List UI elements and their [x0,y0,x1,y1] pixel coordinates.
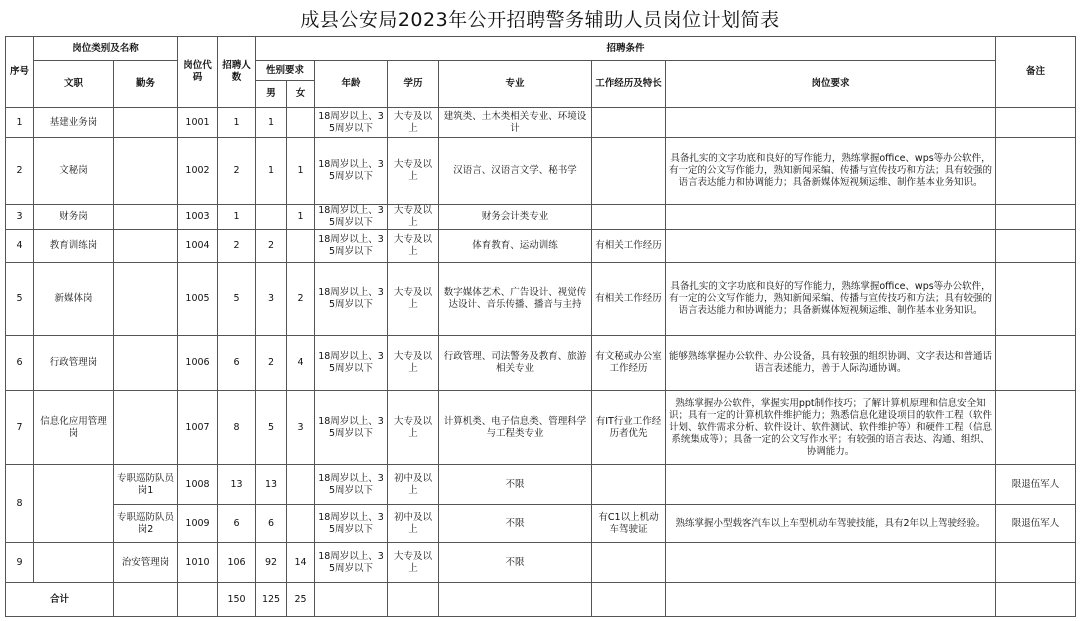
cell-seq: 3 [6,205,34,230]
cell-exp: 有文秘或办公室工作经历 [592,336,666,391]
cell-edu: 大专及以上 [388,263,439,336]
cell-age: 18周岁以上、35周岁以下 [315,205,388,230]
cell-service [114,263,178,336]
cell-code: 1006 [178,336,218,391]
total-empty [388,583,439,617]
cell-civil: 行政管理岗 [34,336,114,391]
cell-male: 2 [256,336,287,391]
cell-female: 4 [287,336,315,391]
cell-major: 行政管理、司法警务及教育、旅游相关专业 [439,336,592,391]
cell-seq: 1 [6,108,34,138]
cell-service [114,205,178,230]
cell-service [114,391,178,465]
cell-edu: 大专及以上 [388,543,439,583]
header-req: 岗位要求 [666,61,996,108]
cell-exp: 有IT行业工作经历者优先 [592,391,666,465]
table-row [6,263,1076,336]
total-row [6,583,1076,617]
header-code: 岗位代码 [178,37,218,108]
cell-req: 具备扎实的文字功底和良好的写作能力，熟练掌握office、wps等办公软件，有一定的公文写作能力，熟知新闻采编、传播与宣传技巧和方法；具有较强的语言表达能力和协调能力；具备新媒体短视频运维、制作基本业务知识。 [666,138,996,205]
total-label: 合计 [6,583,114,617]
cell-age: 18周岁以上、35周岁以下 [315,138,388,205]
cell-code: 1010 [178,543,218,583]
cell-major: 计算机类、电子信息类、管理科学与工程类专业 [439,391,592,465]
header-count: 招聘人数 [218,37,256,108]
total-empty [439,583,592,617]
cell-edu: 大专及以上 [388,336,439,391]
cell-age: 18周岁以上、35周岁以下 [315,505,388,543]
cell-req [666,205,996,230]
cell-major: 财务会计类专业 [439,205,592,230]
cell-exp [592,108,666,138]
cell-req [666,108,996,138]
cell-major: 不限 [439,465,592,505]
cell-code: 1001 [178,108,218,138]
header-exp: 工作经历及特长 [592,61,666,108]
table-row [6,108,1076,138]
cell-seq: 4 [6,230,34,263]
header-male: 男 [256,81,287,108]
cell-male: 3 [256,263,287,336]
total-empty [315,583,388,617]
header-major: 专业 [439,61,592,108]
cell-note [996,108,1076,138]
cell-civil: 新媒体岗 [34,263,114,336]
cell-note [996,205,1076,230]
total-empty [996,583,1076,617]
table-row [6,391,1076,465]
cell-service: 专职巡防队员岗2 [114,505,178,543]
cell-note [996,391,1076,465]
cell-age: 18周岁以上、35周岁以下 [315,465,388,505]
cell-code: 1003 [178,205,218,230]
cell-code: 1002 [178,138,218,205]
cell-male: 1 [256,138,287,205]
page-title: 成县公安局2023年公开招聘警务辅助人员岗位计划简表 [300,9,780,31]
cell-count: 5 [218,263,256,336]
cell-req [666,465,996,505]
header-seq: 序号 [6,37,34,108]
cell-age: 18周岁以上、35周岁以下 [315,391,388,465]
cell-age: 18周岁以上、35周岁以下 [315,336,388,391]
cell-civil: 教育训练岗 [34,230,114,263]
cell-female: 2 [287,263,315,336]
cell-count: 1 [218,108,256,138]
cell-seq: 7 [6,391,34,465]
cell-exp: 有C1以上机动车驾驶证 [592,505,666,543]
cell-note [996,543,1076,583]
table-row [6,138,1076,205]
cell-code: 1008 [178,465,218,505]
cell-female [287,465,315,505]
cell-count: 13 [218,465,256,505]
cell-female: 1 [287,205,315,230]
cell-edu: 大专及以上 [388,138,439,205]
cell-edu: 大专及以上 [388,391,439,465]
cell-exp [592,465,666,505]
cell-major: 数字媒体艺术、广告设计、视觉传达设计、音乐传播、播音与主持 [439,263,592,336]
total-empty [114,583,178,617]
table-row [6,336,1076,391]
cell-code: 1007 [178,391,218,465]
cell-civil [34,465,114,543]
table-row [6,505,1076,543]
cell-service [114,108,178,138]
cell-civil: 信息化应用管理岗 [34,391,114,465]
cell-service [114,138,178,205]
cell-edu: 大专及以上 [388,108,439,138]
header-category: 岗位类别及名称 [34,37,178,61]
total-empty [178,583,218,617]
cell-seq: 6 [6,336,34,391]
cell-count: 1 [218,205,256,230]
cell-major: 不限 [439,505,592,543]
cell-req: 熟练掌握办公软件，掌握实用ppt制作技巧；了解计算机原理和信息安全知识；具有一定的计算机软件维护能力；熟悉信息化建设项目的软件工程（软件计划、软件需求分析、软件设计、软件测试、软件维护等）和硬件工程（信息系统集成等）；具备一定的公文写作水平；有较强的语言表达、沟通、组织、协调能力。 [666,391,996,465]
cell-exp [592,543,666,583]
cell-civil [34,543,114,583]
cell-civil: 基建业务岗 [34,108,114,138]
cell-note [996,138,1076,205]
cell-male: 92 [256,543,287,583]
position-plan-table [5,36,1076,617]
cell-edu: 大专及以上 [388,205,439,230]
cell-seq: 8 [6,465,34,543]
cell-female [287,505,315,543]
cell-male: 2 [256,230,287,263]
cell-exp: 有相关工作经历 [592,263,666,336]
cell-count: 2 [218,230,256,263]
header-service: 勤务 [114,61,178,108]
cell-count: 6 [218,336,256,391]
cell-code: 1009 [178,505,218,543]
total-empty [666,583,996,617]
header-gender: 性别要求 [256,61,315,81]
total-count: 150 [218,583,256,617]
cell-female [287,108,315,138]
cell-edu: 初中及以上 [388,465,439,505]
cell-seq: 2 [6,138,34,205]
cell-age: 18周岁以上、35周岁以下 [315,108,388,138]
cell-req: 熟练掌握小型载客汽车以上车型机动车驾驶技能，具有2年以上驾驶经验。 [666,505,996,543]
header-note: 备注 [996,37,1076,108]
cell-service [114,336,178,391]
cell-req: 能够熟练掌握办公软件、办公设备，具有较强的组织协调、文字表达和普通话语言表述能力，善于人际沟通协调。 [666,336,996,391]
cell-req: 具备扎实的文字功底和良好的写作能力，熟练掌握office、wps等办公软件，有一定的公文写作能力，熟知新闻采编、传播与宣传技巧和方法；具有较强的语言表达能力和协调能力；具备新媒体短视频运维、制作基本业务知识。 [666,263,996,336]
cell-req [666,543,996,583]
cell-note: 限退伍军人 [996,465,1076,505]
cell-code: 1004 [178,230,218,263]
table-row [6,543,1076,583]
cell-req [666,230,996,263]
cell-major: 汉语言、汉语言文学、秘书学 [439,138,592,205]
cell-female: 3 [287,391,315,465]
cell-note [996,336,1076,391]
cell-exp: 有相关工作经历 [592,230,666,263]
cell-note: 限退伍军人 [996,505,1076,543]
cell-male: 6 [256,505,287,543]
cell-edu: 初中及以上 [388,505,439,543]
header-edu: 学历 [388,61,439,108]
header-female: 女 [287,81,315,108]
cell-civil: 文秘岗 [34,138,114,205]
cell-service: 专职巡防队员岗1 [114,465,178,505]
table-row [6,230,1076,263]
cell-count: 8 [218,391,256,465]
header-conditions: 招聘条件 [256,37,996,61]
total-female: 25 [287,583,315,617]
cell-service: 治安管理岗 [114,543,178,583]
cell-male: 13 [256,465,287,505]
header-age: 年龄 [315,61,388,108]
cell-count: 2 [218,138,256,205]
cell-major: 建筑类、土木类相关专业、环境设计 [439,108,592,138]
cell-male [256,205,287,230]
cell-male: 1 [256,108,287,138]
table-row [6,205,1076,230]
total-male: 125 [256,583,287,617]
cell-count: 6 [218,505,256,543]
cell-note [996,263,1076,336]
cell-major: 体育教育、运动训练 [439,230,592,263]
cell-age: 18周岁以上、35周岁以下 [315,263,388,336]
cell-age: 18周岁以上、35周岁以下 [315,543,388,583]
cell-count: 106 [218,543,256,583]
header-civil: 文职 [34,61,114,108]
cell-exp [592,205,666,230]
cell-male: 5 [256,391,287,465]
cell-code: 1005 [178,263,218,336]
cell-seq: 5 [6,263,34,336]
cell-female [287,230,315,263]
cell-civil: 财务岗 [34,205,114,230]
cell-service [114,230,178,263]
cell-seq: 9 [6,543,34,583]
cell-edu: 大专及以上 [388,230,439,263]
cell-note [996,230,1076,263]
cell-exp [592,138,666,205]
cell-age: 18周岁以上、35周岁以下 [315,230,388,263]
table-row [6,465,1076,505]
total-empty [592,583,666,617]
cell-female: 14 [287,543,315,583]
cell-major: 不限 [439,543,592,583]
cell-female: 1 [287,138,315,205]
